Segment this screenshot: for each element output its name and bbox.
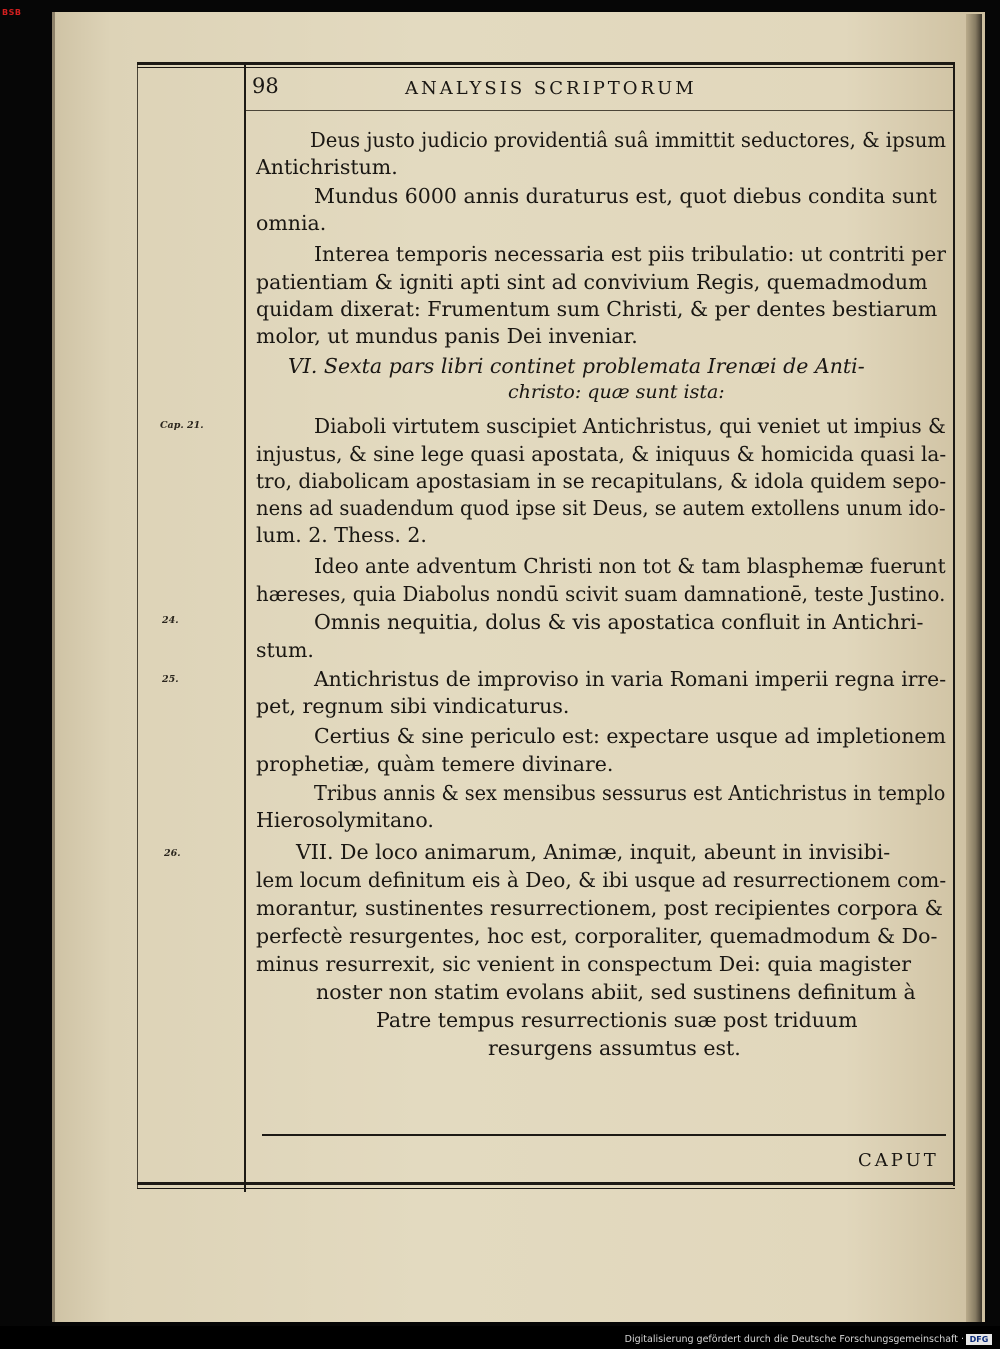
text-line: patientiam & igniti apti sint ad convivium Regis, quemadmodum: [256, 270, 928, 294]
text-line: Diaboli virtutem suscipiet Antichristus, qui veniet ut impius &: [314, 414, 946, 438]
margin-note: Cap. 21.: [160, 420, 204, 431]
frame-bottom-rule-thin: [137, 1188, 955, 1189]
frame-bottom-rule: [137, 1182, 955, 1185]
text-line: morantur, sustinentes resurrectionem, post recipientes corpora &: [256, 896, 943, 920]
page-number: 98: [252, 74, 279, 98]
frame-left-rule: [137, 62, 138, 1188]
text-line: Certius & sine periculo est: expectare usque ad impletionem: [314, 724, 946, 748]
margin-note: 26.: [164, 848, 181, 859]
page-edge-shadow: [966, 14, 982, 1322]
text-line: Hierosolymitano.: [256, 808, 434, 832]
frame-top-rule-thin: [137, 67, 955, 68]
text-line: nens ad suadendum quod ipse sit Deus, se autem extollens unum ido-: [256, 496, 946, 520]
text-line: Antichristum.: [256, 155, 398, 179]
text-line: prophetiæ, quàm temere divinare.: [256, 752, 614, 776]
text-line: tro, diabolicam apostasiam in se recapitulans, & idola quidem sepo-: [256, 469, 947, 493]
frame-right-rule: [953, 62, 955, 1186]
text-line: perfectè resurgentes, hoc est, corporaliter, quemadmodum & Do-: [256, 924, 938, 948]
text-end-rule: [262, 1134, 946, 1136]
funding-credit: Digitalisierung gefördert durch die Deutsche Forschungsgemeinschaft ·: [624, 1334, 964, 1345]
text-line: noster non statim evolans abiit, sed sustinens definitum à: [316, 980, 916, 1004]
text-line: injustus, & sine lege quasi apostata, & iniquus & homicida quasi la-: [256, 442, 947, 466]
text-line: Omnis nequitia, dolus & vis apostatica confluit in Antichri-: [314, 610, 924, 634]
section-heading: VI. Sexta pars libri continet problemata Irenæi de Anti-: [288, 354, 865, 378]
text-line: Mundus 6000 annis duraturus est, quot diebus condita sunt: [314, 184, 937, 208]
text-line: stum.: [256, 638, 314, 662]
text-line: Antichristus de improviso in varia Romani imperii regna irre-: [314, 667, 947, 691]
text-line: omnia.: [256, 211, 327, 235]
text-line: minus resurrexit, sic venient in conspectum Dei: quia magister: [256, 952, 911, 976]
dfg-logo: DFG: [966, 1334, 992, 1345]
text-line: Patre tempus resurrectionis suæ post triduum: [376, 1008, 858, 1032]
running-title: ANALYSIS SCRIPTORUM: [405, 78, 697, 99]
text-line: Tribus annis & sex mensibus sessurus est Antichristus in templo: [314, 781, 946, 805]
section-line: VII. De loco animarum, Animæ, inquit, abeunt in invisibi-: [296, 840, 891, 864]
catchword: CAPUT: [858, 1150, 939, 1171]
text-line: Interea temporis necessaria est piis tribulatio: ut contriti per: [314, 242, 947, 266]
margin-note: 24.: [162, 615, 179, 626]
text-line: Ideo ante adventum Christi non tot & tam blasphemæ fuerunt: [314, 554, 946, 578]
text-line: pet, regnum sibi vindicaturus.: [256, 694, 570, 718]
margin-note: 25.: [162, 674, 179, 685]
text-line: lem locum definitum eis à Deo, & ibi usque ad resurrectionem com-: [256, 868, 947, 892]
library-mark: BSB: [2, 8, 22, 17]
frame-top-rule: [137, 62, 955, 65]
text-line: molor, ut mundus panis Dei inveniar.: [256, 324, 638, 348]
section-heading-continuation: christo: quæ sunt ista:: [508, 381, 725, 403]
text-line: Deus justo judicio providentiâ suâ immittit seductores, & ipsum: [310, 128, 947, 152]
text-line: hæreses, quia Diabolus nondū scivit suam damnationē, teste Justino.: [256, 582, 946, 606]
margin-column-rule: [244, 62, 246, 1192]
text-line: lum. 2. Thess. 2.: [256, 523, 427, 547]
header-underline: [246, 110, 953, 111]
text-line: quidam dixerat: Frumentum sum Christi, & per dentes bestiarum: [256, 297, 938, 321]
text-line: resurgens assumtus est.: [488, 1036, 741, 1060]
